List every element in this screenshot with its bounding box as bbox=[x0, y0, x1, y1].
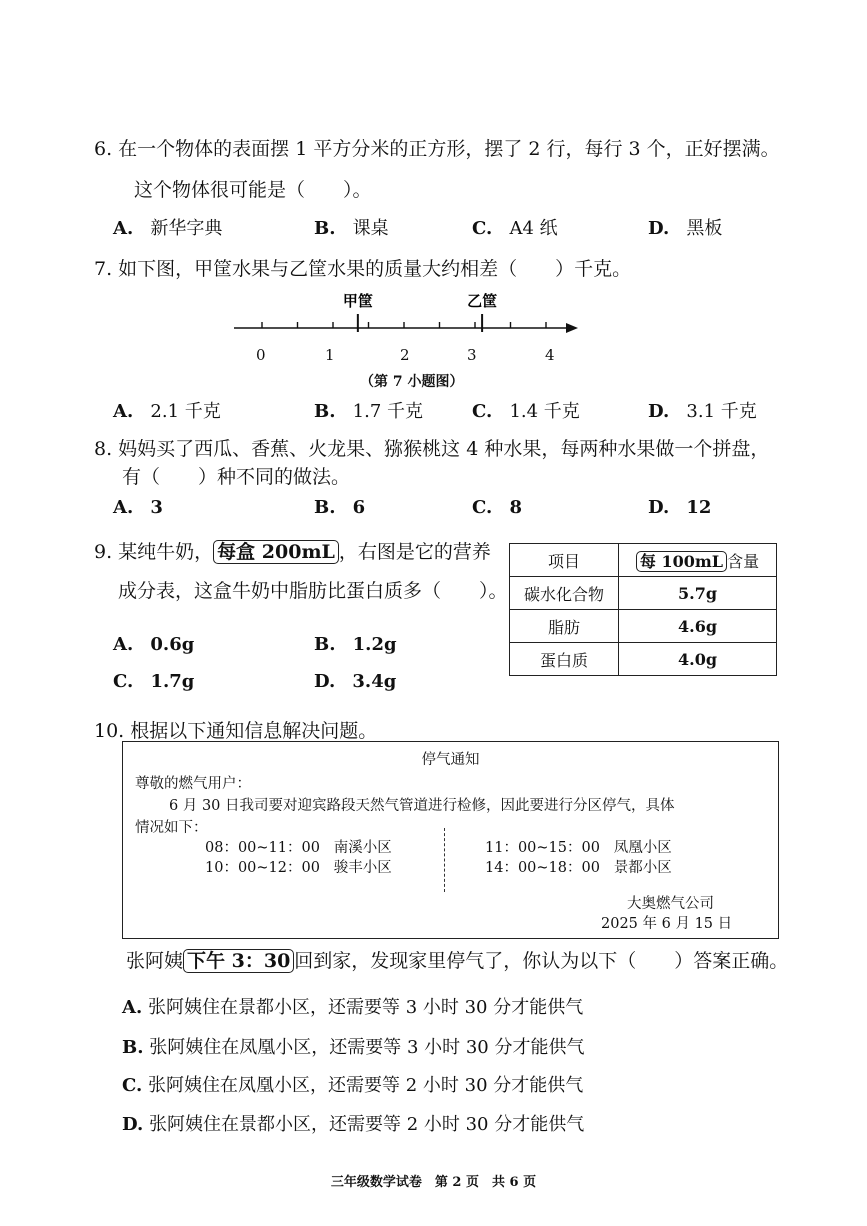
number-line-ticks bbox=[262, 322, 546, 328]
option-text: 课桌 bbox=[352, 218, 389, 239]
option-text: 3 bbox=[150, 497, 163, 518]
schedule-left-2 bbox=[205, 856, 392, 877]
row-item: 碳水化合物 bbox=[510, 577, 619, 610]
option-label: C. bbox=[113, 671, 134, 692]
row-item: 脂肪 bbox=[510, 610, 619, 643]
nutrition-table-header bbox=[510, 544, 777, 577]
option-label: A. bbox=[113, 634, 134, 655]
notice-body-line2: 情况如下： bbox=[135, 820, 208, 836]
option-text: 张阿姨住在景都小区，还需要等 3 小时 30 分才能供气 bbox=[147, 997, 584, 1018]
schedule-time: 11：00~15：00 bbox=[485, 840, 600, 856]
nutrition-table bbox=[509, 543, 777, 676]
q6-stem-line1: 6. 在一个物体的表面摆 1 平方分米的正方形，摆了 2 行，每行 3 个，正好摆满。 bbox=[94, 138, 780, 160]
q9-stem-line1 bbox=[94, 537, 491, 564]
option-text: 6 bbox=[352, 497, 366, 518]
q8-option-d[interactable] bbox=[648, 497, 711, 518]
row-value: 4.0g bbox=[619, 643, 777, 676]
schedule-divider bbox=[444, 828, 445, 892]
option-label: C. bbox=[472, 497, 493, 518]
notice-company: 大奥燃气公司 bbox=[627, 896, 714, 912]
notice-greeting: 尊敬的燃气用户： bbox=[135, 776, 251, 792]
notice-title: 停气通知 bbox=[421, 752, 480, 768]
q10-option-b[interactable] bbox=[122, 1033, 584, 1059]
schedule-area: 南溪小区 bbox=[333, 840, 392, 856]
option-label: B. bbox=[122, 1037, 144, 1058]
q9-option-a[interactable] bbox=[113, 634, 194, 655]
q6-option-a[interactable] bbox=[113, 214, 222, 240]
q6-option-b[interactable] bbox=[314, 214, 389, 240]
option-label: D. bbox=[648, 218, 670, 239]
option-label: B. bbox=[314, 634, 336, 655]
q8-option-b[interactable] bbox=[314, 497, 365, 518]
option-text: 1.4 千克 bbox=[509, 401, 580, 422]
table-row bbox=[510, 610, 777, 643]
arrow-right-icon bbox=[566, 323, 578, 333]
number-line-label-b: 乙筐 bbox=[467, 292, 498, 310]
header-item: 项目 bbox=[510, 544, 619, 577]
q10-question-pre: 张阿姨 bbox=[126, 950, 184, 972]
header-content bbox=[619, 544, 777, 577]
q9-stem-post: ，右图是它的营养 bbox=[338, 541, 491, 563]
q6-option-c[interactable] bbox=[472, 214, 558, 240]
option-text: 张阿姨住在景都小区，还需要等 2 小时 30 分才能供气 bbox=[148, 1114, 585, 1135]
option-label: C. bbox=[472, 401, 493, 422]
q9-option-c[interactable] bbox=[113, 671, 194, 692]
schedule-area: 骏丰小区 bbox=[333, 860, 392, 876]
option-text: 3.4g bbox=[352, 671, 397, 692]
q8-option-a[interactable] bbox=[113, 497, 163, 518]
row-value: 5.7g bbox=[619, 577, 777, 610]
row-value: 4.6g bbox=[619, 610, 777, 643]
option-label: D. bbox=[314, 671, 336, 692]
q6-stem-line2: 这个物体很可能是（ ）。 bbox=[134, 179, 372, 201]
option-label: D. bbox=[122, 1114, 144, 1135]
q10-question bbox=[126, 946, 788, 973]
option-text: 新华字典 bbox=[150, 218, 223, 239]
option-text: A4 纸 bbox=[509, 218, 558, 239]
table-row bbox=[510, 643, 777, 676]
q10-option-a[interactable] bbox=[122, 993, 583, 1019]
option-label: C. bbox=[472, 218, 493, 239]
tick-label-3: 3 bbox=[467, 346, 477, 364]
tick-label-2: 2 bbox=[400, 346, 410, 364]
option-label: D. bbox=[648, 497, 670, 518]
option-label: A. bbox=[113, 401, 134, 422]
q10-stem: 10. 根据以下通知信息解决问题。 bbox=[94, 720, 378, 742]
q8-stem-line1: 8. 妈妈买了西瓜、香蕉、火龙果、猕猴桃这 4 种水果，每两种水果做一个拼盘， bbox=[94, 438, 770, 460]
gas-outage-notice bbox=[122, 741, 779, 939]
q7-figure-caption: （第 7 小题图） bbox=[360, 374, 464, 390]
q9-option-b[interactable] bbox=[314, 634, 397, 655]
option-text: 3.1 千克 bbox=[686, 401, 757, 422]
option-text: 黑板 bbox=[686, 218, 723, 239]
option-text: 2.1 千克 bbox=[150, 401, 221, 422]
option-text: 1.2g bbox=[352, 634, 397, 655]
q7-option-c[interactable] bbox=[472, 397, 580, 423]
q9-option-d[interactable] bbox=[314, 671, 396, 692]
q7-option-a[interactable] bbox=[113, 397, 221, 423]
q10-boxed-time: 下午 3：30 bbox=[183, 949, 294, 973]
q9-boxed-volume: 每盒 200mL bbox=[213, 540, 339, 564]
schedule-right-2 bbox=[485, 856, 672, 877]
option-text: 张阿姨住在凤凰小区，还需要等 3 小时 30 分才能供气 bbox=[149, 1037, 585, 1058]
header-boxed-volume: 每 100mL bbox=[636, 551, 727, 572]
q7-option-b[interactable] bbox=[314, 397, 423, 423]
q7-option-d[interactable] bbox=[648, 397, 757, 423]
option-label: A. bbox=[113, 497, 134, 518]
schedule-right-1 bbox=[485, 836, 672, 857]
q6-option-d[interactable] bbox=[648, 214, 722, 240]
option-text: 0.6g bbox=[150, 634, 195, 655]
option-label: C. bbox=[122, 1075, 143, 1096]
schedule-left-1 bbox=[205, 836, 392, 857]
q8-stem-line2: 有（ ）种不同的做法。 bbox=[122, 466, 351, 488]
table-row bbox=[510, 577, 777, 610]
page-footer: 三年级数学试卷 第 2 页 共 6 页 bbox=[330, 1175, 537, 1190]
q10-question-post: 回到家，发现家里停气了，你认为以下（ ）答案正确。 bbox=[294, 950, 789, 972]
q10-option-c[interactable] bbox=[122, 1071, 583, 1097]
option-label: A. bbox=[122, 997, 143, 1018]
tick-label-0: 0 bbox=[256, 346, 266, 364]
header-suffix: 含量 bbox=[727, 551, 760, 571]
option-text: 12 bbox=[686, 497, 712, 518]
option-text: 1.7 千克 bbox=[352, 401, 424, 422]
notice-date: 2025 年 6 月 15 日 bbox=[601, 916, 733, 932]
q8-option-c[interactable] bbox=[472, 497, 522, 518]
option-label: B. bbox=[314, 401, 336, 422]
row-item: 蛋白质 bbox=[510, 643, 619, 676]
q7-stem: 7. 如下图，甲筐水果与乙筐水果的质量大约相差（ ）千克。 bbox=[94, 258, 632, 280]
option-label: B. bbox=[314, 497, 336, 518]
option-text: 张阿姨住在凤凰小区，还需要等 2 小时 30 分才能供气 bbox=[148, 1075, 584, 1096]
q9-stem-pre: 9. 某纯牛奶， bbox=[94, 541, 214, 563]
schedule-time: 10：00~12：00 bbox=[205, 860, 320, 876]
schedule-area: 景都小区 bbox=[613, 860, 672, 876]
number-line-label-a: 甲筐 bbox=[342, 292, 373, 310]
schedule-area: 凤凰小区 bbox=[613, 840, 672, 856]
option-text: 8 bbox=[509, 497, 522, 518]
tick-label-4: 4 bbox=[545, 346, 555, 364]
schedule-time: 14：00~18：00 bbox=[485, 860, 600, 876]
option-label: D. bbox=[648, 401, 670, 422]
schedule-time: 08：00~11：00 bbox=[205, 840, 320, 856]
q9-stem-line2: 成分表，这盒牛奶中脂肪比蛋白质多（ ）。 bbox=[118, 580, 508, 602]
option-text: 1.7g bbox=[150, 671, 195, 692]
q10-option-d[interactable] bbox=[122, 1110, 584, 1136]
tick-label-1: 1 bbox=[325, 346, 335, 364]
option-label: B. bbox=[314, 218, 336, 239]
option-label: A. bbox=[113, 218, 134, 239]
notice-body-line1: 6 月 30 日我司要对迎宾路段天然气管道进行检修，因此要进行分区停气，具体 bbox=[169, 798, 675, 814]
q7-number-line bbox=[230, 288, 590, 346]
